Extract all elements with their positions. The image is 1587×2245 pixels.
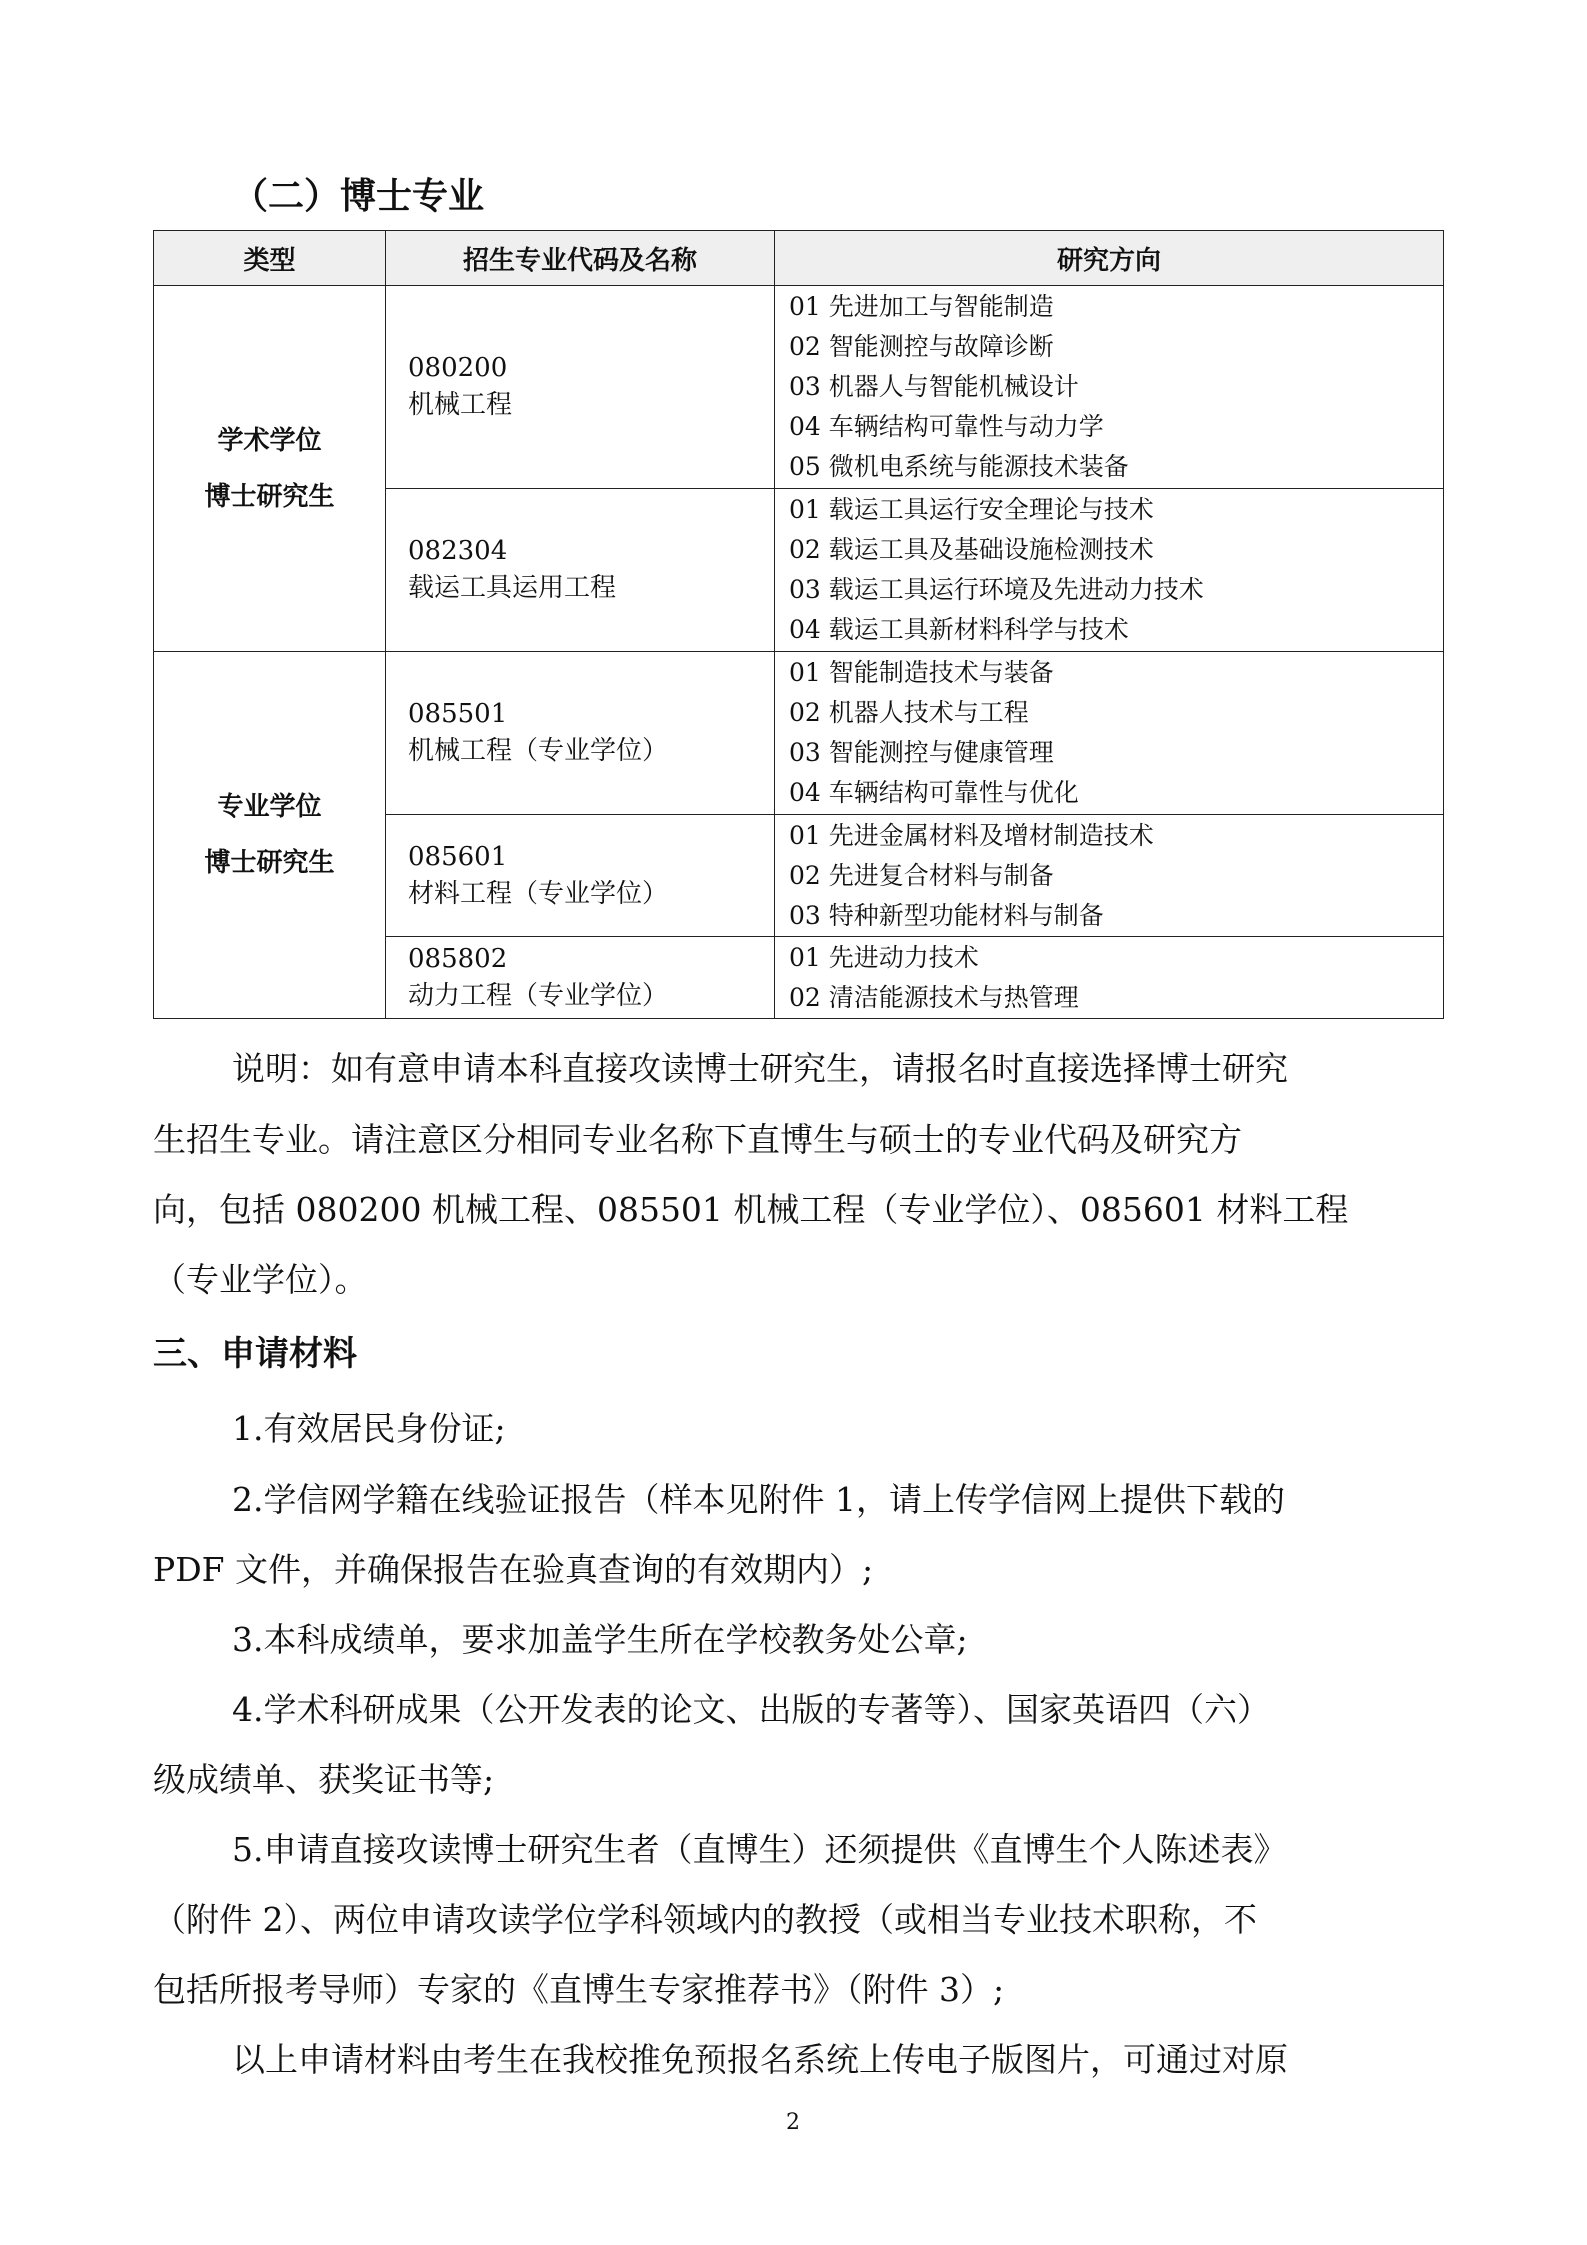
material-item-cont: PDF 文件，并确保报告在验真查询的有效期内）; <box>153 1550 874 1589</box>
direction-item: 01 先进金属材料及增材制造技术 <box>789 820 1154 850</box>
note-line: 向，包括 080200 机械工程、085501 机械工程（专业学位）、085601 材料工程 <box>153 1190 1349 1229</box>
note-line: 说明：如有意申请本科直接攻读博士研究生，请报名时直接选择博士研究 <box>232 1049 1288 1088</box>
major-code: 080200 <box>408 353 508 383</box>
direction-item: 02 智能测控与故障诊断 <box>789 332 1054 361</box>
direction-cell <box>775 286 1444 489</box>
major-cell <box>386 652 775 815</box>
direction-item: 03 载运工具运行环境及先进动力技术 <box>789 575 1204 604</box>
header-direction: 研究方向 <box>775 231 1444 286</box>
direction-item: 04 车辆结构可靠性与动力学 <box>789 412 1104 441</box>
section3-title: 三、申请材料 <box>153 1334 357 1374</box>
major-name: 载运工具运用工程 <box>408 573 617 603</box>
header-type: 类型 <box>154 231 386 286</box>
major-name: 机械工程（专业学位） <box>408 736 669 766</box>
major-cell <box>386 286 775 489</box>
major-cell <box>386 489 775 652</box>
material-item: 5.申请直接攻读博士研究生者（直博生）还须提供《直博生个人陈述表》 <box>232 1830 1287 1869</box>
direction-item: 01 载运工具运行安全理论与技术 <box>789 495 1154 524</box>
major-cell <box>386 815 775 937</box>
direction-item: 03 智能测控与健康管理 <box>789 738 1054 767</box>
major-code: 085802 <box>408 943 508 974</box>
direction-item: 02 载运工具及基础设施检测技术 <box>789 535 1154 564</box>
direction-item: 02 机器人技术与工程 <box>789 698 1029 727</box>
material-item-cont: 级成绩单、获奖证书等; <box>153 1760 495 1799</box>
page-number: 2 <box>786 2110 800 2135</box>
direction-item: 01 智能制造技术与装备 <box>789 658 1054 687</box>
material-item: 1.有效居民身份证; <box>232 1409 506 1448</box>
direction-item: 03 机器人与智能机械设计 <box>789 372 1079 401</box>
direction-item: 02 清洁能源技术与热管理 <box>789 982 1079 1012</box>
direction-item: 05 微机电系统与能源技术装备 <box>789 452 1129 481</box>
major-code: 085501 <box>408 699 508 729</box>
table-row <box>154 652 1444 815</box>
type-label: 专业学位 <box>217 792 322 822</box>
section-title: （二）博士专业 <box>232 176 485 217</box>
material-item-cont: 包括所报考导师）专家的《直博生专家推荐书》（附件 3）; <box>153 1970 1005 2009</box>
major-name: 机械工程 <box>408 390 513 420</box>
direction-cell <box>775 652 1444 815</box>
direction-cell <box>775 937 1444 1019</box>
direction-item: 01 先进加工与智能制造 <box>789 292 1054 321</box>
direction-item: 02 先进复合材料与制备 <box>789 860 1054 890</box>
material-item: 3.本科成绩单，要求加盖学生所在学校教务处公章; <box>232 1620 968 1659</box>
major-name: 动力工程（专业学位） <box>408 980 669 1011</box>
materials-note: 以上申请材料由考生在我校推免预报名系统上传电子版图片，可通过对原 <box>232 2040 1288 2079</box>
material-item: 4.学术科研成果（公开发表的论文、出版的专著等）、国家英语四（六） <box>232 1690 1270 1729</box>
majors-table <box>153 230 1444 1019</box>
direction-cell <box>775 815 1444 937</box>
major-code: 085601 <box>408 841 508 872</box>
material-item-cont: （附件 2）、两位申请攻读学位学科领域内的教授（或相当专业技术职称，不 <box>153 1900 1257 1939</box>
direction-item: 04 载运工具新材料科学与技术 <box>789 615 1129 644</box>
direction-item: 01 先进动力技术 <box>789 942 979 972</box>
type-label: 学术学位 <box>217 425 322 456</box>
table-row <box>154 286 1444 489</box>
table-header-row <box>154 231 1444 286</box>
header-major: 招生专业代码及名称 <box>386 231 775 286</box>
direction-item: 04 车辆结构可靠性与优化 <box>789 778 1079 807</box>
type-label: 博士研究生 <box>204 481 335 512</box>
note-line: （专业学位）。 <box>153 1260 368 1299</box>
major-code: 082304 <box>408 536 508 566</box>
note-line: 生招生专业。请注意区分相同专业名称下直博生与硕士的专业代码及研究方 <box>153 1120 1242 1159</box>
direction-item: 03 特种新型功能材料与制备 <box>789 900 1104 930</box>
material-item: 2.学信网学籍在线验证报告（样本见附件 1，请上传学信网上提供下载的 <box>232 1480 1285 1519</box>
type-cell-academic <box>154 286 386 652</box>
major-cell <box>386 937 775 1019</box>
major-name: 材料工程（专业学位） <box>408 878 669 909</box>
type-cell-professional <box>154 652 386 1019</box>
type-label: 博士研究生 <box>204 848 335 878</box>
direction-cell <box>775 489 1444 652</box>
